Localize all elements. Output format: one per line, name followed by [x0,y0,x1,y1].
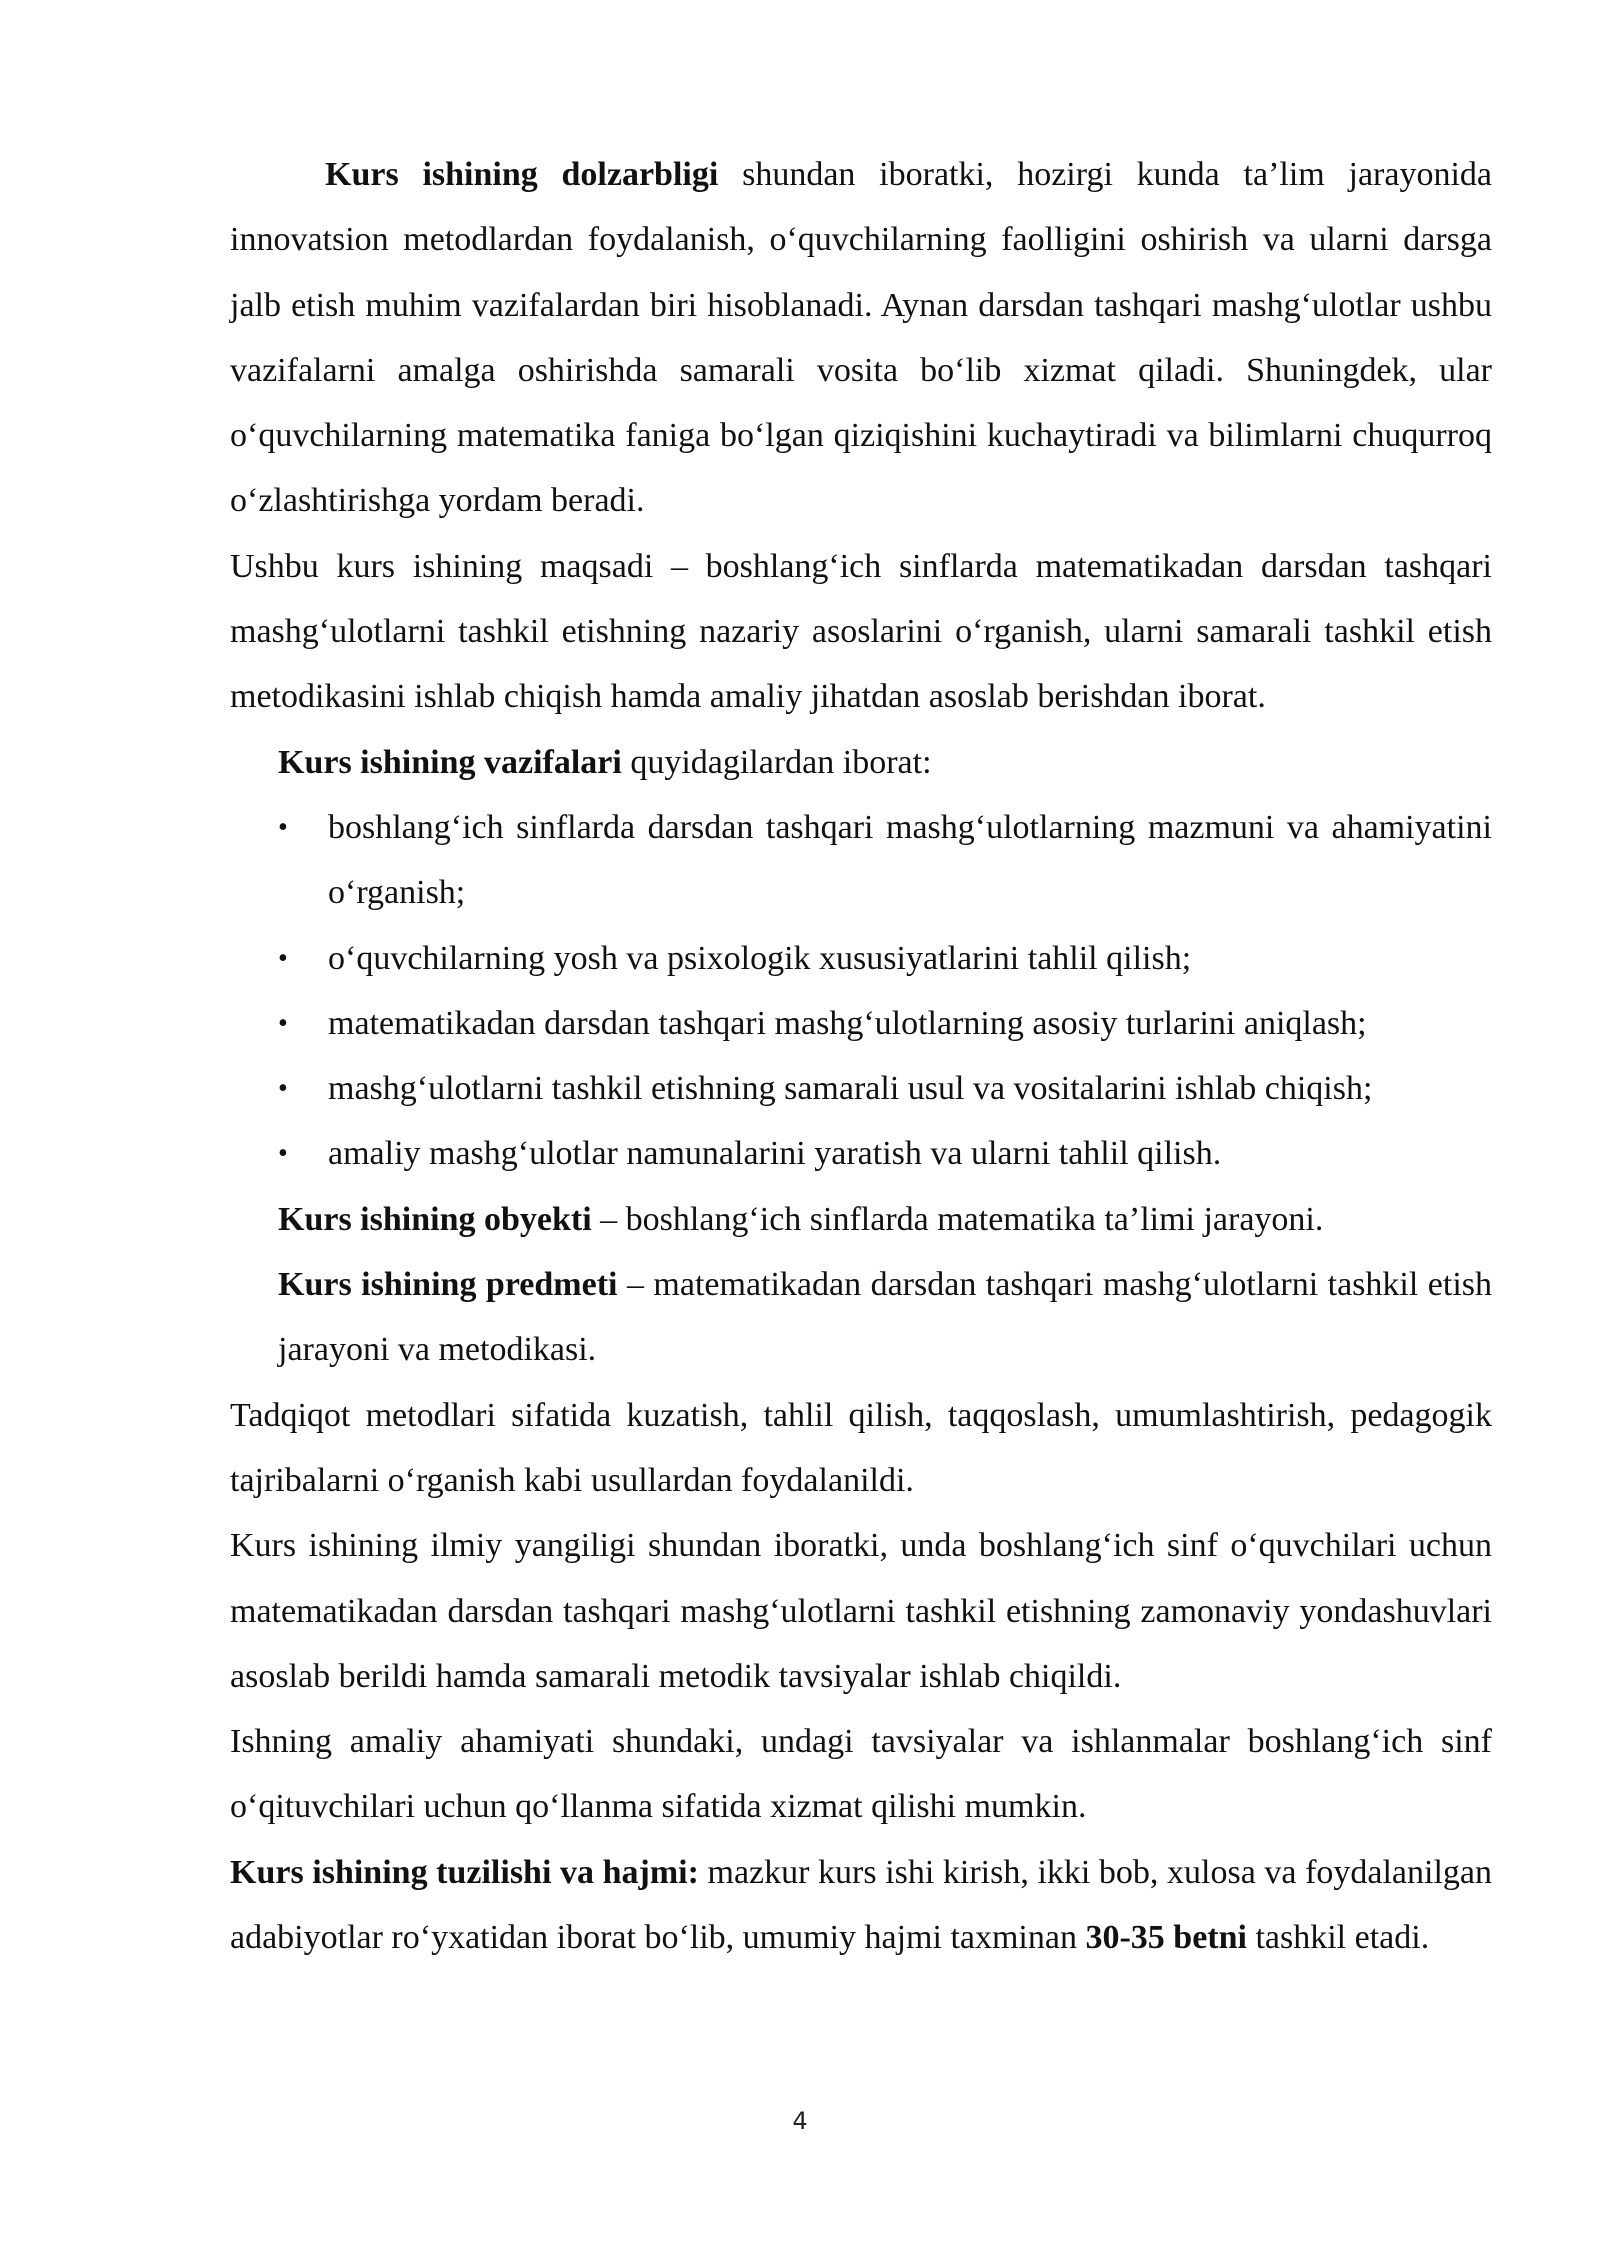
structure-text-end: tashkil etadi. [1246,1919,1430,1957]
bullet-icon: • [278,1007,288,1039]
list-item-text: boshlang‘ich sinflarda darsdan tashqari mashg‘ulotlarning mazmuni va ahamiyatini o‘rganish; [328,808,1492,912]
tasks-heading: Kurs ishining vazifalari [278,743,622,781]
list-item [278,926,1492,991]
list-item-text: matematikadan darsdan tashqari mashg‘ulotlarning asosiy turlarini aniqlash; [328,1004,1367,1042]
list-item-text: amaliy mashg‘ulotlar namunalarini yaratish va ularni tahlil qilish. [328,1135,1222,1173]
relevance-paragraph [230,142,1492,534]
list-item [278,795,1492,926]
list-item [278,1056,1492,1121]
bullet-icon: • [278,942,288,974]
tasks-intro-text: quyidagilardan iborat: [621,743,932,781]
subject-paragraph [230,1252,1492,1383]
tasks-list [230,795,1492,1187]
object-text: – boshlang‘ich sinflarda matematika ta’limi jarayoni. [591,1200,1324,1238]
structure-volume: 30-35 betni [1085,1919,1247,1957]
methods-paragraph: Tadqiqot metodlari sifatida kuzatish, tahlil qilish, taqqoslash, umumlashtirish, pedagogik tajribalarni o‘rganish kabi usullardan foydalanildi. [230,1396,1492,1499]
relevance-text: shundan iboratki, hozirgi kunda ta’lim jarayonida innovatsion metodlardan foydalanish, o‘quvchilarning faolligini oshirish va ularni darsga jalb etish muhim vazifalardan biri hisoblanadi. Aynan darsdan tashqari mashg‘ulotlar ushbu vazifalarni amalga oshirishda samarali vosita bo‘lib xizmat qiladi. Shuningdek, ular o‘quvchilarning matematika faniga bo‘lgan qiziqishini kuchaytiradi va bilimlarni chuqurroq o‘zlashtirishga yordam beradi. [230,156,1492,520]
bullet-icon: • [278,1138,288,1170]
novelty-paragraph: Kurs ishining ilmiy yangiligi shundan iboratki, unda boshlang‘ich sinf o‘quvchilari uchun matematikadan darsdan tashqari mashg‘ulotlarni tashkil etishning zamonaviy yondashuvlari asoslab berildi hamda samarali metodik tavsiyalar ishlab chiqildi. [230,1527,1492,1695]
object-heading: Kurs ishining obyekti [278,1200,592,1238]
practical-significance-paragraph: Ishning amaliy ahamiyati shundaki, undagi tavsiyalar va ishlanmalar boshlang‘ich sinf o‘qituvchilari uchun qo‘llanma sifatida xizmat qilishi mumkin. [230,1723,1492,1826]
page-number: 4 [792,2107,808,2135]
list-item-text: o‘quvchilarning yosh va psixologik xususiyatlarini tahlil qilish; [328,939,1192,977]
list-item [278,991,1492,1056]
object-paragraph [230,1187,1492,1252]
subject-heading: Kurs ishining predmeti [278,1266,618,1304]
subject-text: – matematikadan darsdan tashqari mashg‘ulotlarni tashkil etish jarayoni va metodikasi. [278,1266,1492,1369]
structure-paragraph [230,1840,1492,1971]
list-item-text: mashg‘ulotlarni tashkil etishning samarali usul va vositalarini ishlab chiqish; [328,1070,1373,1108]
structure-text: mazkur kurs ishi kirish, ikki bob, xulosa va foydalanilgan adabiyotlar ro‘yxatidan iborat bo‘lib, umumiy hajmi taxminan [230,1853,1493,1957]
bullet-icon: • [278,1073,288,1105]
goal-paragraph: Ushbu kurs ishining maqsadi – boshlang‘ich sinflarda matematikadan darsdan tashqari mashg‘ulotlarni tashkil etishning nazariy asoslarini o‘rganish, ularni samarali tashkil etish metodikasini ishlab chiqish hamda amaliy jihatdan asoslab berishdan iborat. [230,547,1492,716]
list-item [278,1121,1492,1186]
tasks-intro-paragraph [230,730,1492,795]
document-body [230,142,1492,1970]
structure-heading: Kurs ishining tuzilishi va hajmi: [230,1853,699,1891]
bullet-icon: • [278,811,288,843]
relevance-heading: Kurs ishining dolzarbligi [325,156,719,193]
